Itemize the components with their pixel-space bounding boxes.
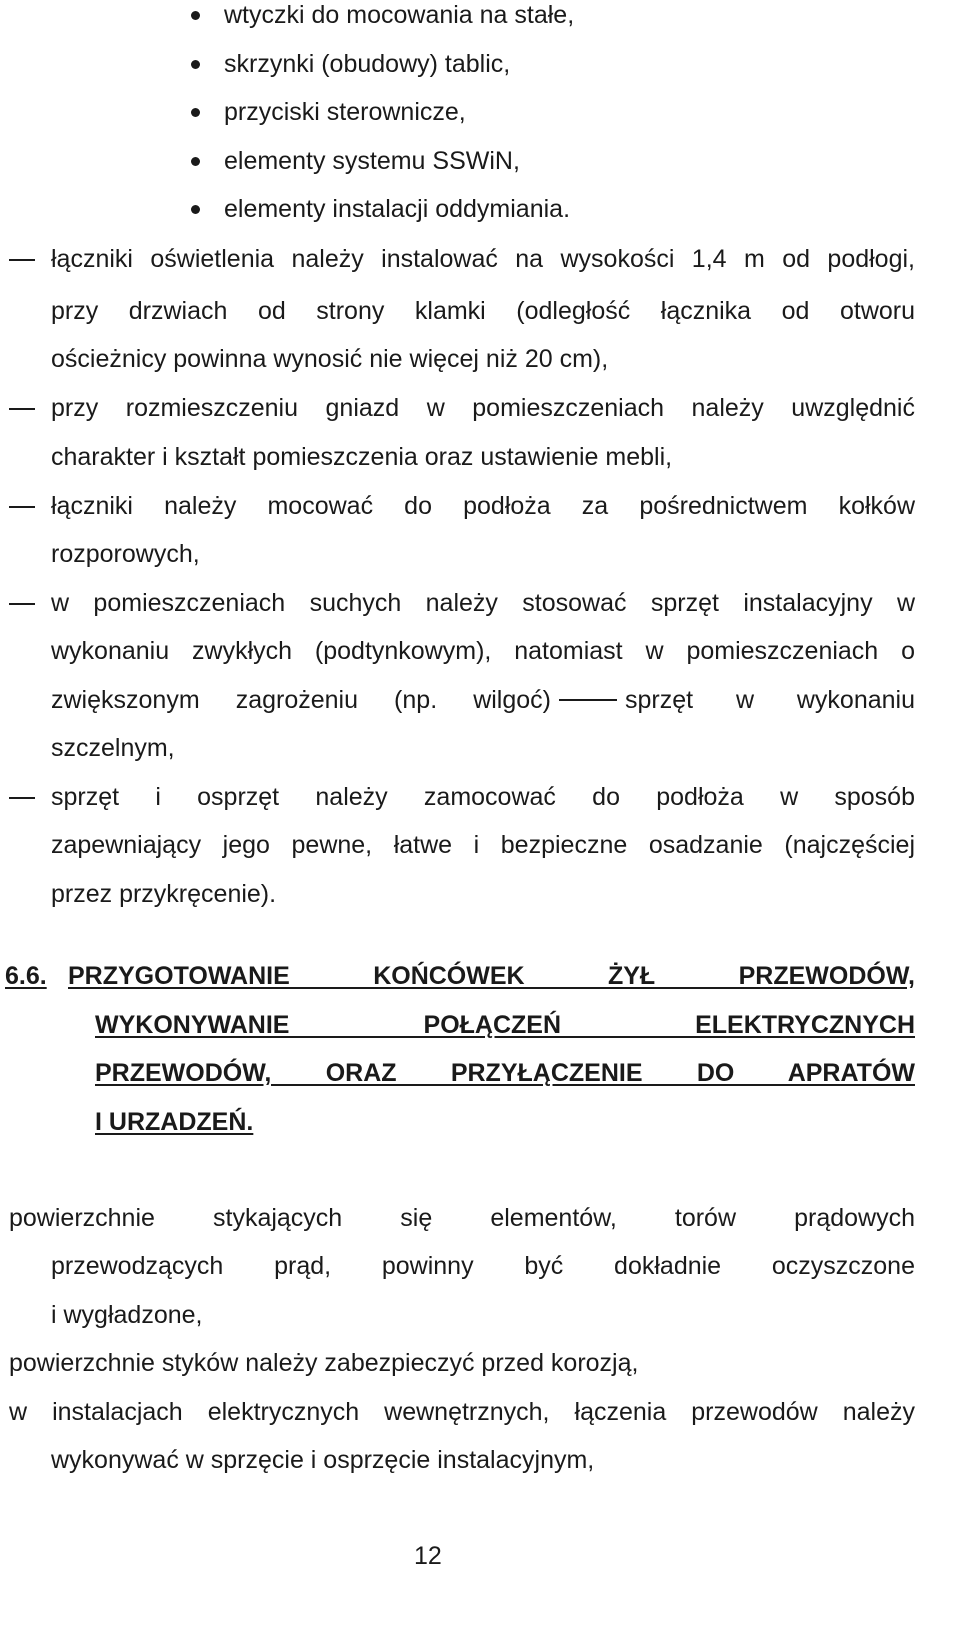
dash-item-line-part: sprzęt w wykonaniu xyxy=(625,686,915,714)
section-title-line: WYKONYWANIE POŁĄCZEŃ ELEKTRYCZNYCH xyxy=(95,1011,915,1039)
paragraph-line: przewodzących prąd, powinny być dokładnie oczyszczone xyxy=(51,1252,915,1280)
dash-item-line: rozporowych, xyxy=(51,540,200,568)
dash-item-line: wykonaniu zwykłych (podtynkowym), natomiast w pomieszczeniach o xyxy=(51,637,915,665)
bullet-item: elementy instalacji oddymiania. xyxy=(224,195,571,223)
bullet-icon xyxy=(191,205,200,214)
dash-item-line: sprzęt i osprzęt należy zamocować do podłoża w sposób xyxy=(51,783,915,811)
section-title-line: PRZEWODÓW, ORAZ PRZYŁĄCZENIE DO APRATÓW xyxy=(95,1059,915,1087)
section-number: 6.6. xyxy=(5,962,47,990)
dash-icon xyxy=(9,506,35,508)
dash-icon xyxy=(559,699,617,701)
dash-icon xyxy=(9,408,35,410)
page-number: 12 xyxy=(414,1542,442,1570)
paragraph-line: powierzchnie styków należy zabezpieczyć przed korozją, xyxy=(9,1349,639,1377)
bullet-item: przyciski sterownicze, xyxy=(224,98,466,126)
section-title-line: PRZYGOTOWANIE KOŃCÓWEK ŻYŁ PRZEWODÓW, xyxy=(68,962,915,990)
dash-item-line: szczelnym, xyxy=(51,734,175,762)
dash-item-line: przy rozmieszczeniu gniazd w pomieszczeniach należy uwzględnić xyxy=(51,394,915,422)
paragraph-line: i wygładzone, xyxy=(51,1301,203,1329)
dash-item-line: zapewniający jego pewne, łatwe i bezpieczne osadzanie (najczęściej xyxy=(51,831,915,859)
bullet-icon xyxy=(191,108,200,117)
dash-item-line: przy drzwiach od strony klamki (odległość łącznika od otworu xyxy=(51,297,915,325)
bullet-item: wtyczki do mocowania na stałe, xyxy=(224,1,575,29)
dash-icon xyxy=(9,259,35,261)
dash-item-line: ościeżnicy powinna wynosić nie więcej niż 20 cm), xyxy=(51,345,609,373)
dash-item-line: przez przykręcenie). xyxy=(51,880,277,908)
dash-icon xyxy=(9,603,35,605)
dash-item-line xyxy=(51,685,915,715)
dash-item-line: charakter i kształt pomieszczenia oraz ustawienie mebli, xyxy=(51,443,673,471)
bullet-item: elementy systemu SSWiN, xyxy=(224,147,520,175)
bullet-icon xyxy=(191,60,200,69)
section-title-line: I URZADZEŃ. xyxy=(95,1108,254,1136)
dash-item-line: w pomieszczeniach suchych należy stosować sprzęt instalacyjny w xyxy=(51,589,915,617)
dash-icon xyxy=(9,797,35,799)
paragraph-line: powierzchnie stykających się elementów, torów prądowych xyxy=(9,1204,915,1232)
bullet-icon xyxy=(191,11,200,20)
bullet-item: skrzynki (obudowy) tablic, xyxy=(224,50,511,78)
paragraph-line: wykonywać w sprzęcie i osprzęcie instalacyjnym, xyxy=(51,1446,595,1474)
dash-item-line: łączniki oświetlenia należy instalować na wysokości 1,4 m od podłogi, xyxy=(51,245,915,273)
dash-item-line-part: zwiększonym zagrożeniu (np. wilgoć) xyxy=(51,686,551,714)
bullet-icon xyxy=(191,157,200,166)
dash-item-line: łączniki należy mocować do podłoża za pośrednictwem kołków xyxy=(51,492,915,520)
paragraph-line: w instalacjach elektrycznych wewnętrznych, łączenia przewodów należy xyxy=(9,1398,915,1426)
